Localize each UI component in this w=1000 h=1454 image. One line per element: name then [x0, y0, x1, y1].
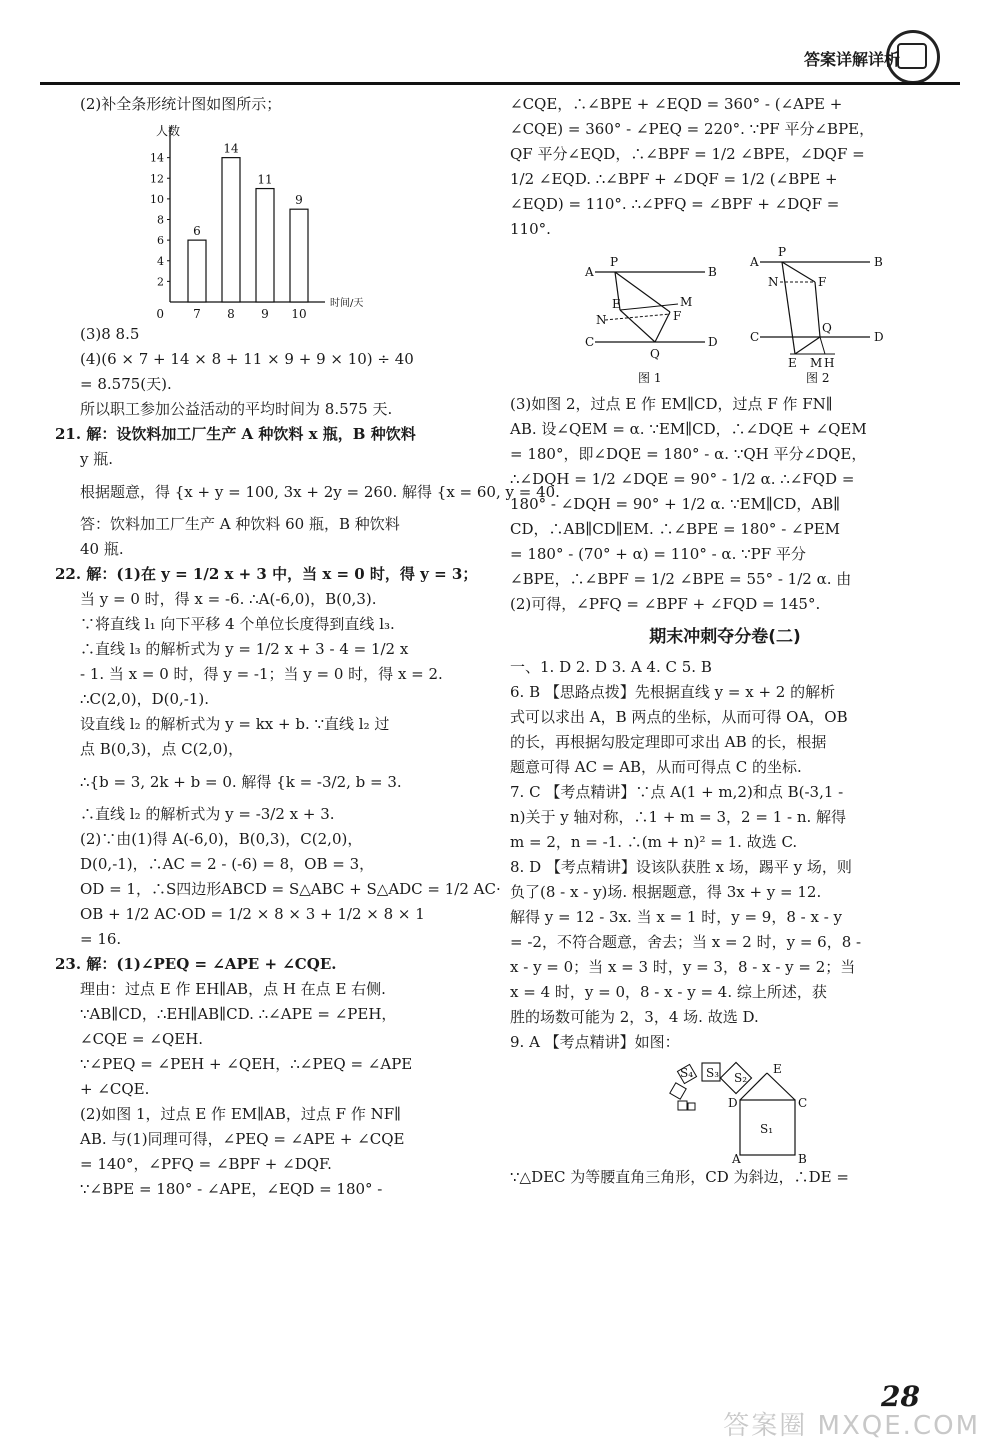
text-line: OD = 1，∴S四边形ABCD = S△ABC + S△ADC = 1/2 AC·: [80, 880, 501, 898]
text-line: 根据题意，得 {x + y = 100, 3x + 2y = 260. 解得 {x = 60, y = 40.: [80, 483, 560, 501]
bar-value-label: 14: [223, 141, 239, 156]
text-line: 1/2 ∠EQD. ∴∠BPF + ∠DQF = 1/2 (∠BPE +: [510, 170, 838, 188]
question-21: 21. 解：设饮料加工厂生产 A 种饮料 x 瓶，B 种饮料: [55, 425, 416, 443]
text-line: 所以职工参加公益活动的平均时间为 8.575 天.: [80, 400, 393, 418]
answer-line: = -2，不符合题意，舍去；当 x = 2 时，y = 6，8 -: [510, 933, 862, 952]
figure-2: [749, 245, 884, 385]
svg-text:F: F: [673, 309, 682, 323]
bar-value-label: 11: [257, 172, 273, 187]
text-line: = 180°，即∠DQE = 180° - α. ∵QH 平分∠DQE，: [510, 445, 867, 463]
svg-text:A: A: [750, 255, 759, 269]
x-tick-label: 7: [193, 307, 201, 321]
text-line: ∠CQE = ∠QEH.: [80, 1030, 204, 1048]
text-line: 设直线 l₂ 的解析式为 y = kx + b. ∵直线 l₂ 过: [80, 715, 390, 733]
bar-value-label: 6: [193, 224, 201, 239]
x-tick-label: 10: [291, 307, 307, 321]
answer-line: 6. B 【思路点拨】先根据直线 y = x + 2 的解析: [510, 683, 836, 702]
answer-line: n)关于 y 轴对称，∴1 + m = 3，2 = 1 - n. 解得: [510, 808, 847, 827]
text-line: AB. 设∠QEM = α. ∵EM∥CD，∴∠DQE + ∠QEM: [510, 420, 867, 438]
geometry-figures-svg: [510, 242, 940, 392]
text-line: 40 瓶.: [80, 540, 124, 558]
text-line: y 瓶.: [80, 450, 114, 468]
text-line: (2)可得，∠PFQ = ∠BPF + ∠FQD = 145°.: [510, 595, 821, 613]
svg-text:D: D: [728, 1096, 738, 1111]
answer-line: 7. C 【考点精讲】∵点 A(1 + m,2)和点 B(-3,1 -: [510, 783, 844, 802]
text-line: ∠CQE，∴∠BPE + ∠EQD = 360° - (∠APE +: [510, 95, 843, 113]
text-line: (2)∵由(1)得 A(-6,0)，B(0,3)，C(2,0)，: [80, 830, 363, 848]
text-line: - 1. 当 x = 0 时，得 y = -1；当 y = 0 时，得 x = 2.: [80, 665, 443, 683]
figure-1-caption: 图 1: [638, 371, 662, 385]
text-line: ∴直线 l₂ 的解析式为 y = -3/2 x + 3.: [80, 805, 335, 823]
text-line: QF 平分∠EQD，∴∠BPF = 1/2 ∠BPE，∠DQF =: [510, 145, 865, 163]
svg-text:H: H: [824, 356, 835, 370]
svg-text:S₁: S₁: [760, 1122, 774, 1137]
svg-text:S₄: S₄: [680, 1066, 694, 1081]
question-23: 23. 解：(1)∠PEQ = ∠APE + ∠CQE.: [55, 955, 337, 973]
answer-line: 的长，再根据勾股定理即可求出 AB 的长，根据: [510, 733, 827, 752]
origin-label: 0: [156, 307, 164, 321]
text-line: 点 B(0,3)，点 C(2,0)，: [80, 740, 244, 758]
section-title: 期末冲刺夺分卷(二): [649, 627, 801, 647]
y-tick-label: 12: [150, 172, 164, 186]
answer-line: 8. D 【考点精讲】设该队获胜 x 场，踢平 y 场，则: [510, 858, 852, 877]
text-line: ∴直线 l₃ 的解析式为 y = 1/2 x + 3 - 4 = 1/2 x: [80, 640, 409, 658]
y-tick-label: 10: [150, 192, 164, 206]
svg-text:B: B: [874, 255, 883, 269]
svg-text:D: D: [708, 335, 718, 349]
answer-line: 9. A 【考点精讲】如图：: [510, 1033, 680, 1052]
y-axis-label: 人数: [156, 124, 181, 138]
watermark: 答案圈 MXQE.COM: [723, 1410, 980, 1441]
svg-text:P: P: [778, 245, 787, 259]
svg-text:C: C: [750, 330, 760, 344]
text-line: AB. 与(1)同理可得，∠PEQ = ∠APE + ∠CQE: [80, 1130, 405, 1148]
text-line: ∠CQE) = 360° - ∠PEQ = 220°. ∵PF 平分∠BPE，: [510, 120, 875, 138]
text-line: ∴C(2,0)，D(0,-1).: [80, 690, 210, 708]
text-line: 110°.: [510, 220, 551, 238]
text-line: (4)(6 × 7 + 14 × 8 + 11 × 9 + 9 × 10) ÷ 40: [80, 350, 414, 368]
text-line: OB + 1/2 AC·OD = 1/2 × 8 × 3 + 1/2 × 8 × 1: [80, 905, 425, 923]
squares-figure: [660, 1055, 940, 1165]
geometry-figures: [510, 242, 940, 392]
text-line: 当 y = 0 时，得 x = -6. ∴A(-6,0)，B(0,3).: [80, 590, 377, 608]
answer-line: 式可以求出 A，B 两点的坐标，从而可得 OA，OB: [510, 708, 848, 727]
bar-value-label: 9: [295, 193, 303, 208]
logo-mark: [897, 43, 927, 69]
text-line: (2)如图 1，过点 E 作 EM∥AB，过点 F 作 NF∥: [80, 1105, 402, 1123]
y-tick-label: 8: [157, 213, 164, 227]
text-line: ∵∠PEQ = ∠PEH + ∠QEH，∴∠PEQ = ∠APE: [80, 1055, 413, 1073]
text-line: ∠EQD) = 110°. ∴∠PFQ = ∠BPF + ∠DQF =: [510, 195, 840, 213]
text-line: ∵∠BPE = 180° - ∠APE，∠EQD = 180° -: [80, 1180, 383, 1198]
answer-line: 题意可得 AC = AB，从而可得点 C 的坐标.: [510, 758, 802, 777]
text-line: ∴∠DQH = 1/2 ∠DQE = 90° - 1/2 α. ∴∠FQD =: [510, 470, 855, 488]
bar-chart: [125, 117, 465, 322]
svg-text:D: D: [874, 330, 884, 344]
svg-text:E: E: [612, 297, 621, 311]
svg-text:M: M: [680, 295, 693, 309]
y-tick-label: 2: [157, 275, 164, 289]
figure-1: [584, 255, 718, 385]
bar: [188, 240, 206, 302]
answer-line: 胜的场数可能为 2，3，4 场. 故选 D.: [510, 1008, 759, 1027]
bar: [222, 158, 240, 302]
answer-line: x - y = 0；当 x = 3 时，y = 3，8 - x - y = 2；当: [510, 958, 856, 977]
answer-line: 解得 y = 12 - 3x. 当 x = 1 时，y = 9，8 - x - y: [510, 908, 843, 927]
text-line: = 180° - (70° + α) = 110° - α. ∵PF 平分: [510, 545, 806, 563]
answer-line: x = 4 时，y = 0，8 - x - y = 4. 综上所述，获: [510, 983, 827, 1002]
svg-text:M: M: [810, 356, 823, 370]
svg-text:E: E: [773, 1062, 782, 1077]
squares-figure-svg: [660, 1055, 820, 1165]
text-line: 答：饮料加工厂生产 A 种饮料 60 瓶，B 种饮料: [80, 515, 400, 533]
bar: [290, 209, 308, 302]
svg-text:S₂: S₂: [734, 1071, 748, 1086]
x-axis-label: 时间/天: [330, 298, 364, 309]
header-title: 答案详解详析: [803, 50, 900, 69]
x-tick-label: 8: [227, 307, 235, 321]
answer-line: 一、1. D 2. D 3. A 4. C 5. B: [510, 658, 712, 677]
svg-text:B: B: [798, 1152, 807, 1166]
answer-line: ∵△DEC 为等腰直角三角形，CD 为斜边，∴DE =: [510, 1168, 849, 1187]
y-tick-label: 14: [150, 151, 164, 165]
page-number: 28: [881, 1380, 920, 1414]
answer-line: m = 2，n = -1. ∴(m + n)² = 1. 故选 C.: [510, 833, 798, 852]
text-line: ∵AB∥CD，∴EH∥AB∥CD. ∴∠APE = ∠PEH，: [80, 1005, 397, 1023]
right-column: [510, 92, 940, 1190]
svg-text:C: C: [585, 335, 595, 349]
text-line: CD，∴AB∥CD∥EM. ∴∠BPE = 180° - ∠PEM: [510, 520, 841, 538]
svg-text:S₃: S₃: [706, 1066, 720, 1081]
header-rule: [40, 82, 960, 85]
svg-text:A: A: [732, 1152, 741, 1166]
svg-text:E: E: [788, 356, 797, 370]
svg-text:N: N: [768, 275, 779, 289]
svg-text:A: A: [585, 265, 594, 279]
bar: [256, 189, 274, 302]
y-tick-label: 4: [157, 254, 164, 268]
text-line: (2)补全条形统计图如图所示；: [80, 95, 282, 113]
text-line: 理由：过点 E 作 EH∥AB，点 H 在点 E 右侧.: [80, 980, 386, 998]
text-line: ∴{b = 3, 2k + b = 0. 解得 {k = -3/2, b = 3.: [80, 773, 402, 791]
svg-text:B: B: [708, 265, 717, 279]
bar-chart-svg: [125, 117, 365, 322]
text-line: = 140°，∠PFQ = ∠BPF + ∠DQF.: [80, 1155, 332, 1173]
text-line: 180° - ∠DQH = 90° + 1/2 α. ∵EM∥CD，AB∥: [510, 495, 841, 513]
x-tick-label: 9: [261, 307, 269, 321]
svg-text:Q: Q: [650, 347, 660, 361]
svg-text:F: F: [818, 275, 827, 289]
answer-line: 负了(8 - x - y)场. 根据题意，得 3x + y = 12.: [510, 883, 822, 902]
y-tick-label: 6: [157, 234, 164, 248]
text-line: D(0,-1)，∴AC = 2 - (-6) = 8，OB = 3，: [80, 855, 375, 873]
figure-2-caption: 图 2: [806, 371, 830, 385]
svg-text:P: P: [610, 255, 619, 269]
text-line: = 8.575(天).: [80, 375, 172, 393]
svg-text:C: C: [798, 1096, 808, 1111]
text-line: (3)8 8.5: [80, 325, 140, 343]
text-line: = 16.: [80, 930, 122, 948]
text-line: ∠BPE，∴∠BPF = 1/2 ∠BPE = 55° - 1/2 α. 由: [510, 570, 852, 588]
text-line: (3)如图 2，过点 E 作 EM∥CD，过点 F 作 FN∥: [510, 395, 833, 413]
question-22: 22. 解：(1)在 y = 1/2 x + 3 中，当 x = 0 时，得 y = 3；: [55, 565, 478, 583]
text-line: ∵将直线 l₁ 向下平移 4 个单位长度得到直线 l₃.: [80, 615, 395, 633]
svg-text:Q: Q: [822, 321, 832, 335]
svg-text:N: N: [596, 313, 607, 327]
text-line: + ∠CQE.: [80, 1080, 150, 1098]
